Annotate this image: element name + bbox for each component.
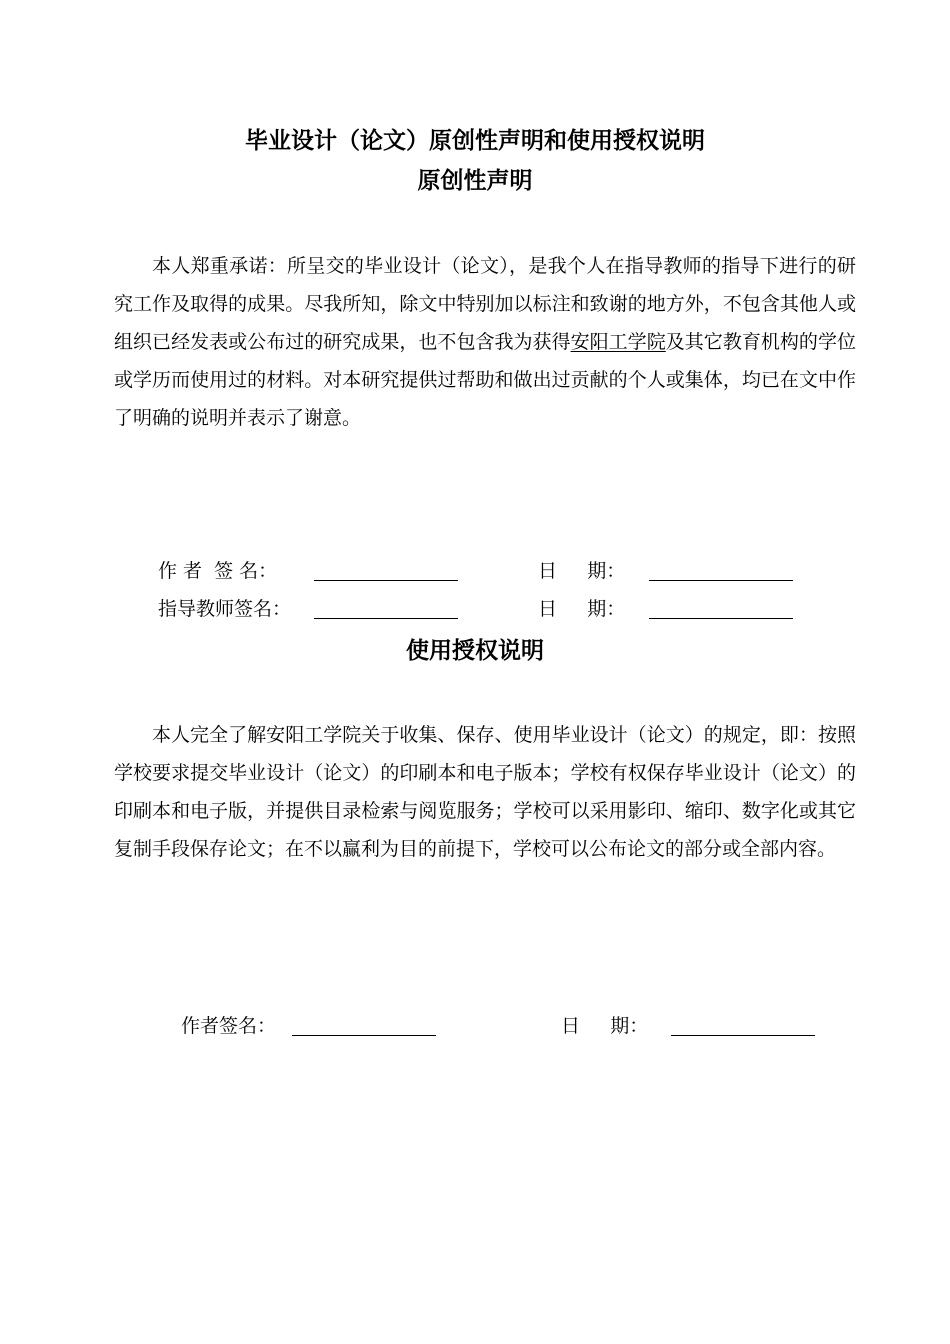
advisor-signature-field[interactable] xyxy=(314,618,458,619)
date-field-3[interactable] xyxy=(671,1035,815,1036)
authorization-paragraph: 本人完全了解安阳工学院关于收集、保存、使用毕业设计（论文）的规定，即：按照学校要求提交毕业设计（论文）的印刷本和电子版本；学校有权保存毕业设计（论文）的印刷本和电子版，并提供目录检索与阅览服务；学校可以采用影印、缩印、数字化或其它复制手段保存论文；在不以赢利为目的前提下，学校可以公布论文的部分或全部内容。 xyxy=(114,724,856,860)
author-signature-field-2[interactable] xyxy=(292,1035,436,1036)
section1-title: 原创性声明 xyxy=(417,168,533,194)
section2-title: 使用授权说明 xyxy=(406,638,544,664)
author-signature-field[interactable] xyxy=(314,580,458,581)
originality-text-after: 及其它教育机构的学位或学历而使用过的材料。对本研究提供过帮助和做出过贡献的个人或集体，均已在文中作了明确的说明并表示了谢意。 xyxy=(114,331,856,429)
main-title: 毕业设计（论文）原创性声明和使用授权说明 xyxy=(245,128,705,154)
date-label-2: 日 期： xyxy=(538,598,626,620)
advisor-signature-label: 指导教师签名： xyxy=(158,598,292,620)
originality-text-before: 本人郑重承诺：所呈交的毕业设计（论文），是我个人在指导教师的指导下进行的研究工作及取得的成果。尽我所知，除文中特别加以标注和致谢的地方外，不包含其他人或组织已经发表或公布过的研究成果，也不包含我为获得 xyxy=(114,255,856,353)
date-label-1: 日 期： xyxy=(538,560,626,582)
school-name: 安阳工学院 xyxy=(570,331,666,353)
author-signature-label-2: 作者签名： xyxy=(181,1015,277,1037)
originality-paragraph xyxy=(114,247,856,437)
author-signature-label: 作 者 签 名： xyxy=(158,560,278,582)
date-label-3: 日 期： xyxy=(561,1015,649,1037)
date-field-1[interactable] xyxy=(649,580,793,581)
date-field-2[interactable] xyxy=(649,618,793,619)
